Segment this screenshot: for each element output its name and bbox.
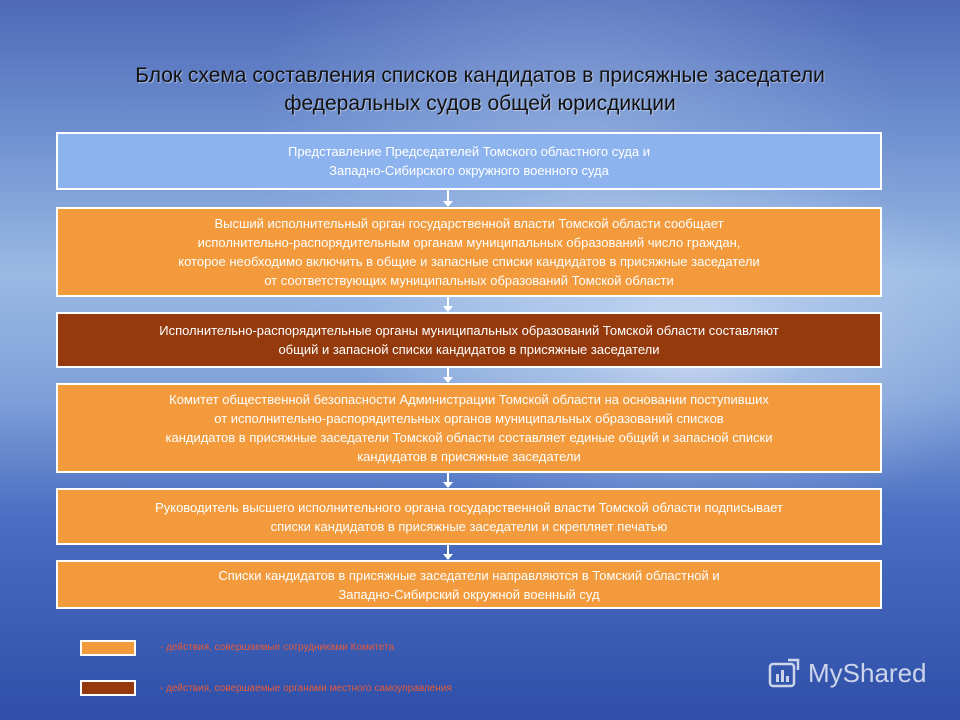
step-3-line-1: Исполнительно-распорядительные органы муниципальных образований Томской области составляют: [159, 323, 779, 338]
step-box-6: [56, 560, 882, 609]
step-2-line-4: от соответствующих муниципальных образований Томской области: [264, 273, 674, 288]
step-5-line-2: списки кандидатов в присяжные заседатели и скрепляет печатью: [270, 518, 668, 534]
step-4-line-1: Комитет общественной безопасности Администрации Томской области на основании поступивших: [169, 392, 769, 407]
legend-swatch-committee: [80, 640, 136, 656]
step-6-line-2: Западно-Сибирский окружной военный суд: [338, 586, 600, 602]
step-box-1: [56, 132, 882, 190]
step-6-line-1: Списки кандидатов в присяжные заседатели направляются в Томский областной и: [218, 567, 720, 583]
flow-arrow-4: [447, 473, 449, 483]
legend-label-committee: - действия, совершаемые сотрудниками Комитета: [160, 642, 395, 653]
step-box-4: [56, 383, 882, 473]
step-2-line-1: Высший исполнительный орган государственной власти Томской области сообщает: [214, 216, 724, 231]
myshared-logo-icon: [768, 656, 802, 690]
step-2-line-3: которое необходимо включить в общие и запасные списки кандидатов в присяжные заседатели: [178, 254, 760, 269]
diagram-title: [40, 62, 920, 118]
flow-arrow-1: [447, 190, 449, 202]
step-4-line-2: от исполнительно-распорядительных органов муниципальных образований списков: [214, 411, 724, 426]
step-4-line-3: кандидатов в присяжные заседатели Томской области составляет единые общий и запасной списки: [165, 430, 773, 445]
watermark-text: MyShared: [808, 657, 927, 688]
title-line-1: Блок схема составления списков кандидатов в присяжные заседатели: [135, 64, 825, 87]
title-line-2: федеральных судов общей юрисдикции: [284, 92, 676, 115]
step-3-line-2: общий и запасной списки кандидатов в присяжные заседатели: [278, 342, 660, 357]
step-box-3: [56, 312, 882, 368]
step-2-line-2: исполнительно-распорядительным органам муниципальных образований число граждан,: [197, 235, 741, 250]
step-5-line-1: Руководитель высшего исполнительного органа государственной власти Томской области подписывает: [155, 499, 783, 515]
step-box-5: [56, 488, 882, 545]
watermark: [768, 656, 927, 690]
flow-arrow-3: [447, 368, 449, 378]
step-box-2: [56, 207, 882, 297]
flow-arrow-5: [447, 545, 449, 555]
legend-swatch-local-government: [80, 680, 136, 696]
flow-arrow-2: [447, 297, 449, 307]
step-1-line-2: Западно-Сибирского окружного военного суда: [329, 163, 609, 178]
step-4-line-4: кандидатов в присяжные заседатели: [357, 449, 581, 464]
step-1-line-1: Представление Председателей Томского областного суда и: [287, 144, 650, 159]
legend-label-local-government: - действия, совершаемые органами местного самоуправления: [160, 683, 452, 694]
